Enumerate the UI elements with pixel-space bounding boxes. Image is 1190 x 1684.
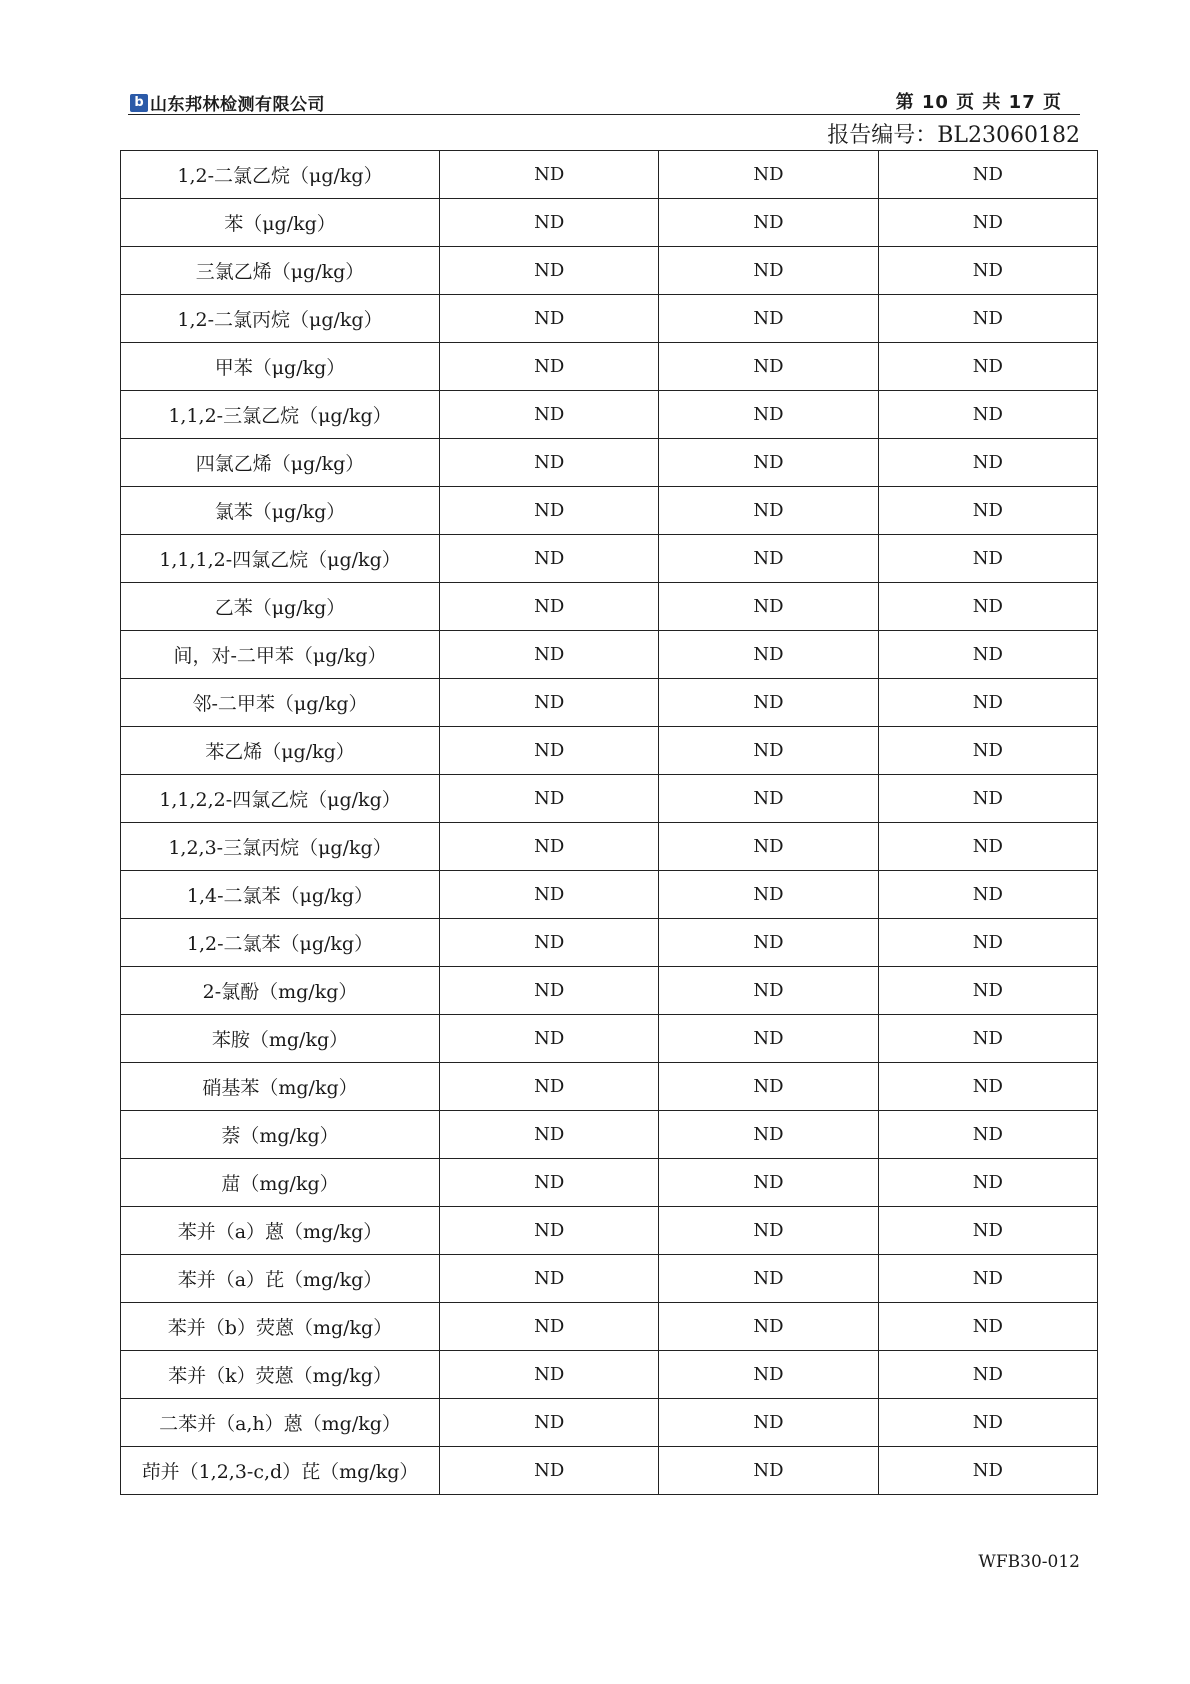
result-cell: ND	[659, 679, 878, 727]
result-cell: ND	[440, 919, 659, 967]
result-cell: ND	[659, 1399, 878, 1447]
result-cell: ND	[659, 727, 878, 775]
results-table-body	[121, 151, 1098, 1495]
table-row	[121, 295, 1098, 343]
result-cell: ND	[659, 1255, 878, 1303]
result-cell: ND	[440, 1015, 659, 1063]
result-cell: ND	[659, 199, 878, 247]
analyte-name-cell: 甲苯（μg/kg）	[121, 343, 440, 391]
analyte-name-cell: 邻-二甲苯（μg/kg）	[121, 679, 440, 727]
table-row	[121, 583, 1098, 631]
analyte-name-cell: 硝基苯（mg/kg）	[121, 1063, 440, 1111]
result-cell: ND	[659, 295, 878, 343]
table-row	[121, 1015, 1098, 1063]
result-cell: ND	[659, 919, 878, 967]
result-cell: ND	[878, 247, 1097, 295]
result-cell: ND	[878, 823, 1097, 871]
result-cell: ND	[878, 1063, 1097, 1111]
result-cell: ND	[659, 151, 878, 199]
result-cell: ND	[659, 1063, 878, 1111]
result-cell: ND	[440, 199, 659, 247]
result-cell: ND	[440, 295, 659, 343]
analyte-name-cell: 1,1,2,2-四氯乙烷（μg/kg）	[121, 775, 440, 823]
result-cell: ND	[659, 967, 878, 1015]
analyte-name-cell: 1,2-二氯乙烷（μg/kg）	[121, 151, 440, 199]
result-cell: ND	[440, 1351, 659, 1399]
table-row	[121, 823, 1098, 871]
table-row	[121, 679, 1098, 727]
analyte-name-cell: 1,2-二氯苯（μg/kg）	[121, 919, 440, 967]
table-row	[121, 919, 1098, 967]
result-cell: ND	[659, 391, 878, 439]
result-cell: ND	[659, 1351, 878, 1399]
analyte-name-cell: 苯胺（mg/kg）	[121, 1015, 440, 1063]
result-cell: ND	[878, 1399, 1097, 1447]
analyte-name-cell: 茚并（1,2,3-c,d）芘（mg/kg）	[121, 1447, 440, 1495]
result-cell: ND	[878, 679, 1097, 727]
result-cell: ND	[440, 439, 659, 487]
result-cell: ND	[440, 583, 659, 631]
table-row	[121, 631, 1098, 679]
result-cell: ND	[878, 151, 1097, 199]
table-row	[121, 343, 1098, 391]
result-cell: ND	[878, 583, 1097, 631]
analyte-name-cell: 乙苯（μg/kg）	[121, 583, 440, 631]
result-cell: ND	[878, 343, 1097, 391]
result-cell: ND	[659, 439, 878, 487]
analyte-name-cell: 1,4-二氯苯（μg/kg）	[121, 871, 440, 919]
result-cell: ND	[659, 247, 878, 295]
result-cell: ND	[659, 343, 878, 391]
result-cell: ND	[440, 1207, 659, 1255]
analyte-name-cell: 二苯并（a,h）蒽（mg/kg）	[121, 1399, 440, 1447]
table-row	[121, 775, 1098, 823]
result-cell: ND	[659, 1015, 878, 1063]
result-cell: ND	[659, 631, 878, 679]
result-cell: ND	[659, 535, 878, 583]
result-cell: ND	[878, 1447, 1097, 1495]
result-cell: ND	[878, 967, 1097, 1015]
result-cell: ND	[440, 823, 659, 871]
table-row	[121, 1303, 1098, 1351]
page-header-company	[130, 90, 325, 115]
table-row	[121, 1207, 1098, 1255]
table-row	[121, 199, 1098, 247]
company-logo-icon: b	[130, 94, 148, 112]
analyte-name-cell: 1,2-二氯丙烷（μg/kg）	[121, 295, 440, 343]
table-row	[121, 967, 1098, 1015]
analyte-name-cell: 苯（μg/kg）	[121, 199, 440, 247]
analyte-name-cell: 1,1,1,2-四氯乙烷（μg/kg）	[121, 535, 440, 583]
table-row	[121, 487, 1098, 535]
result-cell: ND	[878, 1303, 1097, 1351]
analyte-name-cell: 苯并（k）荧蒽（mg/kg）	[121, 1351, 440, 1399]
form-code: WFB30-012	[978, 1552, 1080, 1572]
result-cell: ND	[878, 1255, 1097, 1303]
table-row	[121, 247, 1098, 295]
result-cell: ND	[659, 1447, 878, 1495]
table-row	[121, 151, 1098, 199]
result-cell: ND	[878, 631, 1097, 679]
analyte-name-cell: 苯并（a）蒽（mg/kg）	[121, 1207, 440, 1255]
result-cell: ND	[440, 343, 659, 391]
result-cell: ND	[440, 871, 659, 919]
result-cell: ND	[440, 535, 659, 583]
result-cell: ND	[878, 391, 1097, 439]
table-row	[121, 1351, 1098, 1399]
result-cell: ND	[878, 871, 1097, 919]
analyte-name-cell: 间，对-二甲苯（μg/kg）	[121, 631, 440, 679]
result-cell: ND	[659, 583, 878, 631]
result-cell: ND	[440, 247, 659, 295]
results-table	[120, 150, 1098, 1495]
table-row	[121, 1399, 1098, 1447]
result-cell: ND	[440, 1303, 659, 1351]
table-row	[121, 439, 1098, 487]
result-cell: ND	[659, 1303, 878, 1351]
company-name: 山东邦林检测有限公司	[150, 95, 325, 115]
table-row	[121, 535, 1098, 583]
analyte-name-cell: 四氯乙烯（μg/kg）	[121, 439, 440, 487]
result-cell: ND	[878, 775, 1097, 823]
result-cell: ND	[440, 967, 659, 1015]
result-cell: ND	[440, 1447, 659, 1495]
analyte-name-cell: 2-氯酚（mg/kg）	[121, 967, 440, 1015]
report-number: 报告编号：BL23060182	[827, 123, 1080, 148]
table-row	[121, 1063, 1098, 1111]
result-cell: ND	[878, 1351, 1097, 1399]
result-cell: ND	[659, 1111, 878, 1159]
result-cell: ND	[878, 1207, 1097, 1255]
result-cell: ND	[440, 1255, 659, 1303]
table-row	[121, 1159, 1098, 1207]
result-cell: ND	[440, 631, 659, 679]
table-row	[121, 727, 1098, 775]
result-cell: ND	[878, 295, 1097, 343]
result-cell: ND	[440, 775, 659, 823]
analyte-name-cell: 1,1,2-三氯乙烷（μg/kg）	[121, 391, 440, 439]
analyte-name-cell: 苯乙烯（μg/kg）	[121, 727, 440, 775]
header-divider	[128, 114, 1080, 115]
result-cell: ND	[878, 1111, 1097, 1159]
analyte-name-cell: 萘（mg/kg）	[121, 1111, 440, 1159]
result-cell: ND	[878, 919, 1097, 967]
result-cell: ND	[440, 1111, 659, 1159]
table-row	[121, 1255, 1098, 1303]
result-cell: ND	[659, 823, 878, 871]
analyte-name-cell: 1,2,3-三氯丙烷（μg/kg）	[121, 823, 440, 871]
result-cell: ND	[440, 1399, 659, 1447]
result-cell: ND	[878, 727, 1097, 775]
result-cell: ND	[440, 391, 659, 439]
result-cell: ND	[659, 1159, 878, 1207]
table-row	[121, 1111, 1098, 1159]
result-cell: ND	[440, 1159, 659, 1207]
result-cell: ND	[440, 727, 659, 775]
result-cell: ND	[878, 199, 1097, 247]
result-cell: ND	[659, 871, 878, 919]
result-cell: ND	[440, 151, 659, 199]
table-row	[121, 391, 1098, 439]
table-row	[121, 871, 1098, 919]
analyte-name-cell: 苯并（b）荧蒽（mg/kg）	[121, 1303, 440, 1351]
analyte-name-cell: 氯苯（μg/kg）	[121, 487, 440, 535]
result-cell: ND	[659, 1207, 878, 1255]
table-row	[121, 1447, 1098, 1495]
result-cell: ND	[878, 1015, 1097, 1063]
result-cell: ND	[440, 679, 659, 727]
result-cell: ND	[440, 487, 659, 535]
result-cell: ND	[659, 487, 878, 535]
result-cell: ND	[878, 1159, 1097, 1207]
result-cell: ND	[440, 1063, 659, 1111]
result-cell: ND	[878, 439, 1097, 487]
analyte-name-cell: 䓛（mg/kg）	[121, 1159, 440, 1207]
result-cell: ND	[878, 487, 1097, 535]
result-cell: ND	[878, 535, 1097, 583]
page-number: 第 10 页 共 17 页	[895, 92, 1062, 113]
result-cell: ND	[659, 775, 878, 823]
analyte-name-cell: 苯并（a）芘（mg/kg）	[121, 1255, 440, 1303]
analyte-name-cell: 三氯乙烯（μg/kg）	[121, 247, 440, 295]
